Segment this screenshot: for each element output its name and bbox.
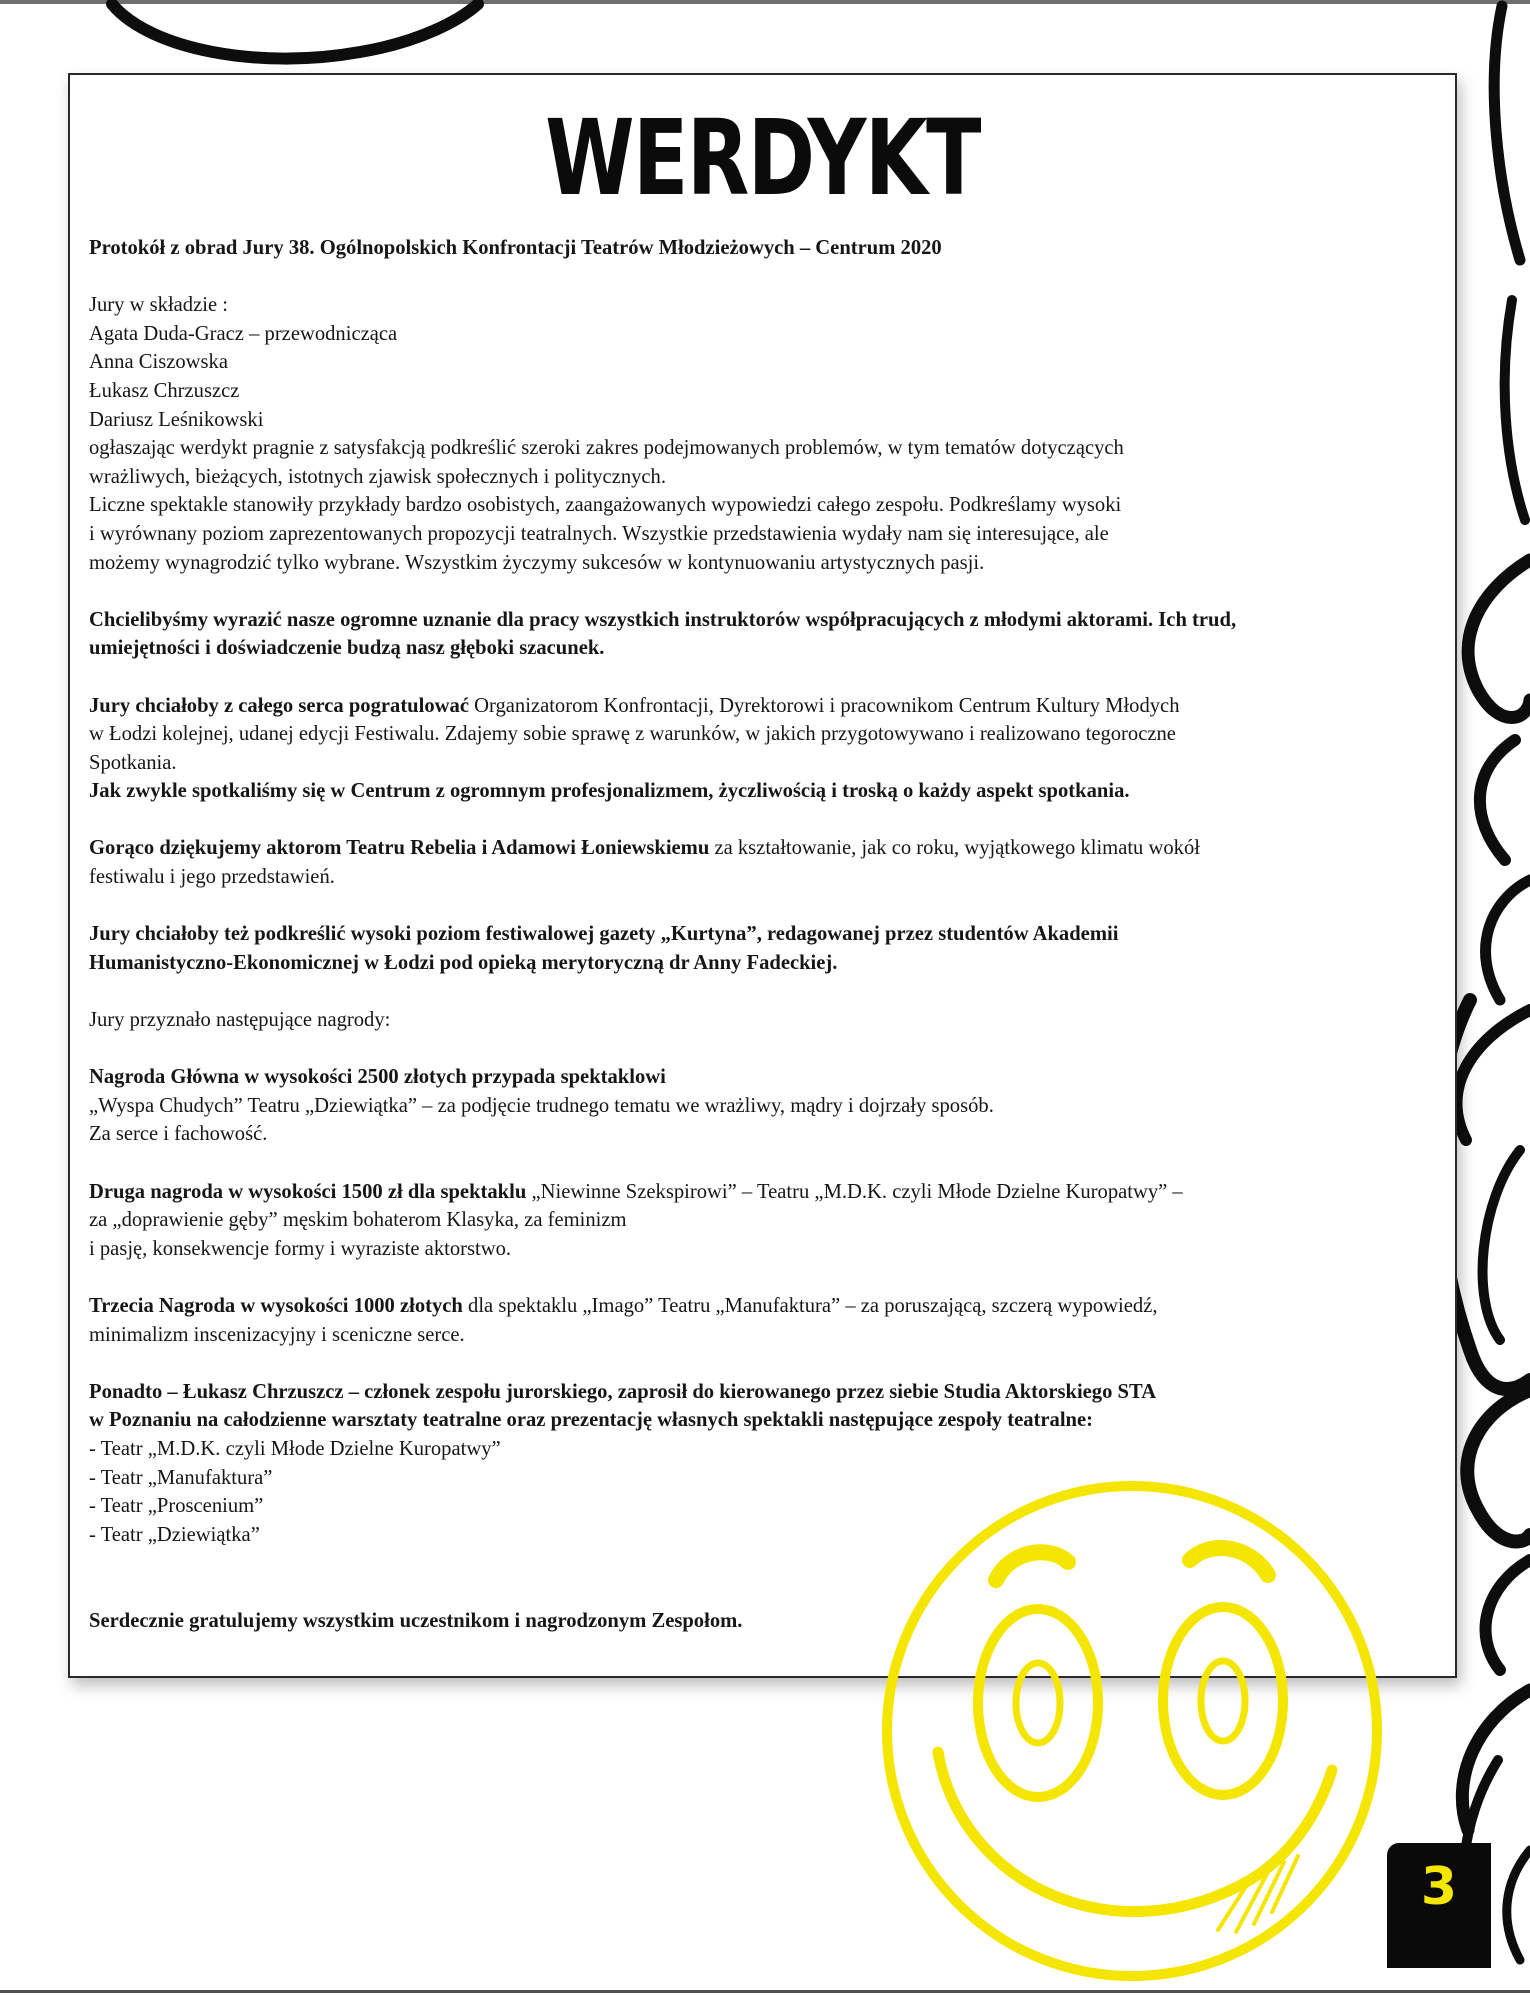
award1-line: „Wyspa Chudych” Teatru „Dziewiątka” – za podjęcie trudnego tematu we wrażliwy, mądry i dojrzały sposób.	[89, 1094, 994, 1117]
jury-intro: Jury w składzie :	[89, 294, 228, 317]
kurtyna-text: Jury chciałoby też podkreślić wysoki poziom festiwalowej gazety „Kurtyna”, redagowanej przez studentów Akademii	[89, 923, 1119, 946]
protocol-heading-text: Protokół z obrad Jury 38. Ogólnopolskich Konfrontacji Teatrów Młodzieżowych – Centrum 2020	[89, 237, 942, 259]
award2-text: „Niewinne Szekspirowi” – Teatru „M.D.K. czyli Młode Dzielne Kuropatwy” –	[526, 1180, 1183, 1203]
thanks-text: za kształtowanie, jak co roku, wyjątkowego klimatu wokół	[709, 837, 1200, 860]
extra-text: Ponadto – Łukasz Chrzuszcz – członek zespołu jurorskiego, zaprosił do kierowanego przez siebie Studia Aktorskiego STA	[89, 1380, 1157, 1403]
centrum-text: Jak zwykle spotkaliśmy się w Centrum z ogromnym profesjonalizmem, życzliwością i troską o każdy aspekt spotkania.	[89, 780, 1130, 803]
invited-team: - Teatr „Manufaktura”	[89, 1466, 273, 1489]
awards-intro: Jury przyznało następujące nagrody:	[89, 1009, 391, 1032]
instructors-text: Chcielibyśmy wyrazić nasze ogromne uznanie dla pracy wszystkich instruktorów współpracujących z młodymi aktorami. Ich trud,	[89, 608, 1237, 631]
extra-text: w Poznaniu na całodzienne warsztaty teatralne oraz prezentację własnych spektakli następujące zespoły teatralne:	[89, 1409, 1093, 1432]
bottom-edge-line	[0, 1990, 1530, 1993]
jury-member: Anna Ciszowska	[89, 351, 228, 374]
page-number: 3	[1420, 1857, 1458, 1917]
jury-member: Dariusz Leśnikowski	[89, 408, 264, 431]
verdict-line: i wyrównany poziom zaprezentowanych propozycji teatralnych. Wszystkie przedstawienia wydały nam się interesujące, ale	[89, 522, 1109, 545]
verdict-line: możemy wynagrodzić tylko wybrane. Wszystkim życzymy sukcesów w kontynuowaniu artystycznych pasji.	[89, 551, 985, 574]
congrats-text: Organizatorom Konfrontacji, Dyrektorowi i pracownikom Centrum Kultury Młodych	[468, 694, 1180, 717]
invited-team: - Teatr „Dziewiątka”	[89, 1523, 260, 1546]
congrats-line: Spotkania.	[89, 751, 177, 774]
congrats-bold: Jury chciałoby z całego serca pogratulować	[89, 694, 469, 717]
invited-team: - Teatr „M.D.K. czyli Młode Dzielne Kuropatwy”	[89, 1437, 501, 1460]
verdict-line: wrażliwych, bieżących, istotnych zjawisk społecznych i politycznych.	[89, 465, 666, 488]
yellow-smiley-face-icon	[887, 1486, 1377, 1976]
verdict-line: ogłaszając werdykt pragnie z satysfakcją podkreślić szeroki zakres podejmowanych problemów, w tym tematów dotyczących	[89, 437, 1124, 460]
award1-line: Za serce i fachowość.	[89, 1123, 268, 1146]
congrats-line: w Łodzi kolejnej, udanej edycji Festiwalu. Zdajemy sobie sprawę z warunków, w jakich przygotowywano i realizowano tegoroczne	[89, 723, 1176, 746]
closing-text: Serdecznie gratulujemy wszystkim uczestnikom i nagrodzonym Zespołom.	[89, 1609, 743, 1632]
award3-text: dla spektaklu „Imago” Teatru „Manufaktura” – za poruszającą, szczerą wypowiedź,	[462, 1294, 1158, 1317]
award3-bold: Trzecia Nagroda w wysokości 1000 złotych	[89, 1294, 463, 1317]
award2-bold: Druga nagroda w wysokości 1500 zł dla spektaklu	[89, 1180, 527, 1203]
page-title: WERDYKT	[545, 97, 980, 219]
thanks-bold: Gorąco dziękujemy aktorom Teatru Rebelia i Adamowi Łoniewskiemu	[89, 837, 710, 860]
thanks-line: festiwalu i jego przedstawień.	[89, 866, 335, 889]
award1-bold: Nagroda Główna w wysokości 2500 złotych przypada spektaklowi	[89, 1066, 666, 1089]
verdict-line: Liczne spektakle stanowiły przykłady bardzo osobistych, zaangażowanych wypowiedzi całego zespołu. Podkreślamy wysoki	[89, 494, 1122, 517]
instructors-text: umiejętności i doświadczenie budzą nasz głęboki szacunek.	[89, 637, 605, 660]
award3-line: minimalizm inscenizacyjny i sceniczne serce.	[89, 1323, 465, 1346]
award2-line: i pasję, konsekwencje formy i wyraziste aktorstwo.	[89, 1237, 512, 1260]
invited-team: - Teatr „Proscenium”	[89, 1495, 264, 1518]
jury-member: Łukasz Chrzuszcz	[89, 379, 240, 402]
kurtyna-text: Humanistyczno-Ekonomicznej w Łodzi pod opieką merytoryczną dr Anny Fadeckiej.	[89, 951, 838, 974]
award2-line: za „doprawienie gęby” męskim bohaterom Klasyka, za feminizm	[89, 1209, 627, 1232]
jury-member: Agata Duda-Gracz – przewodnicząca	[89, 322, 398, 345]
